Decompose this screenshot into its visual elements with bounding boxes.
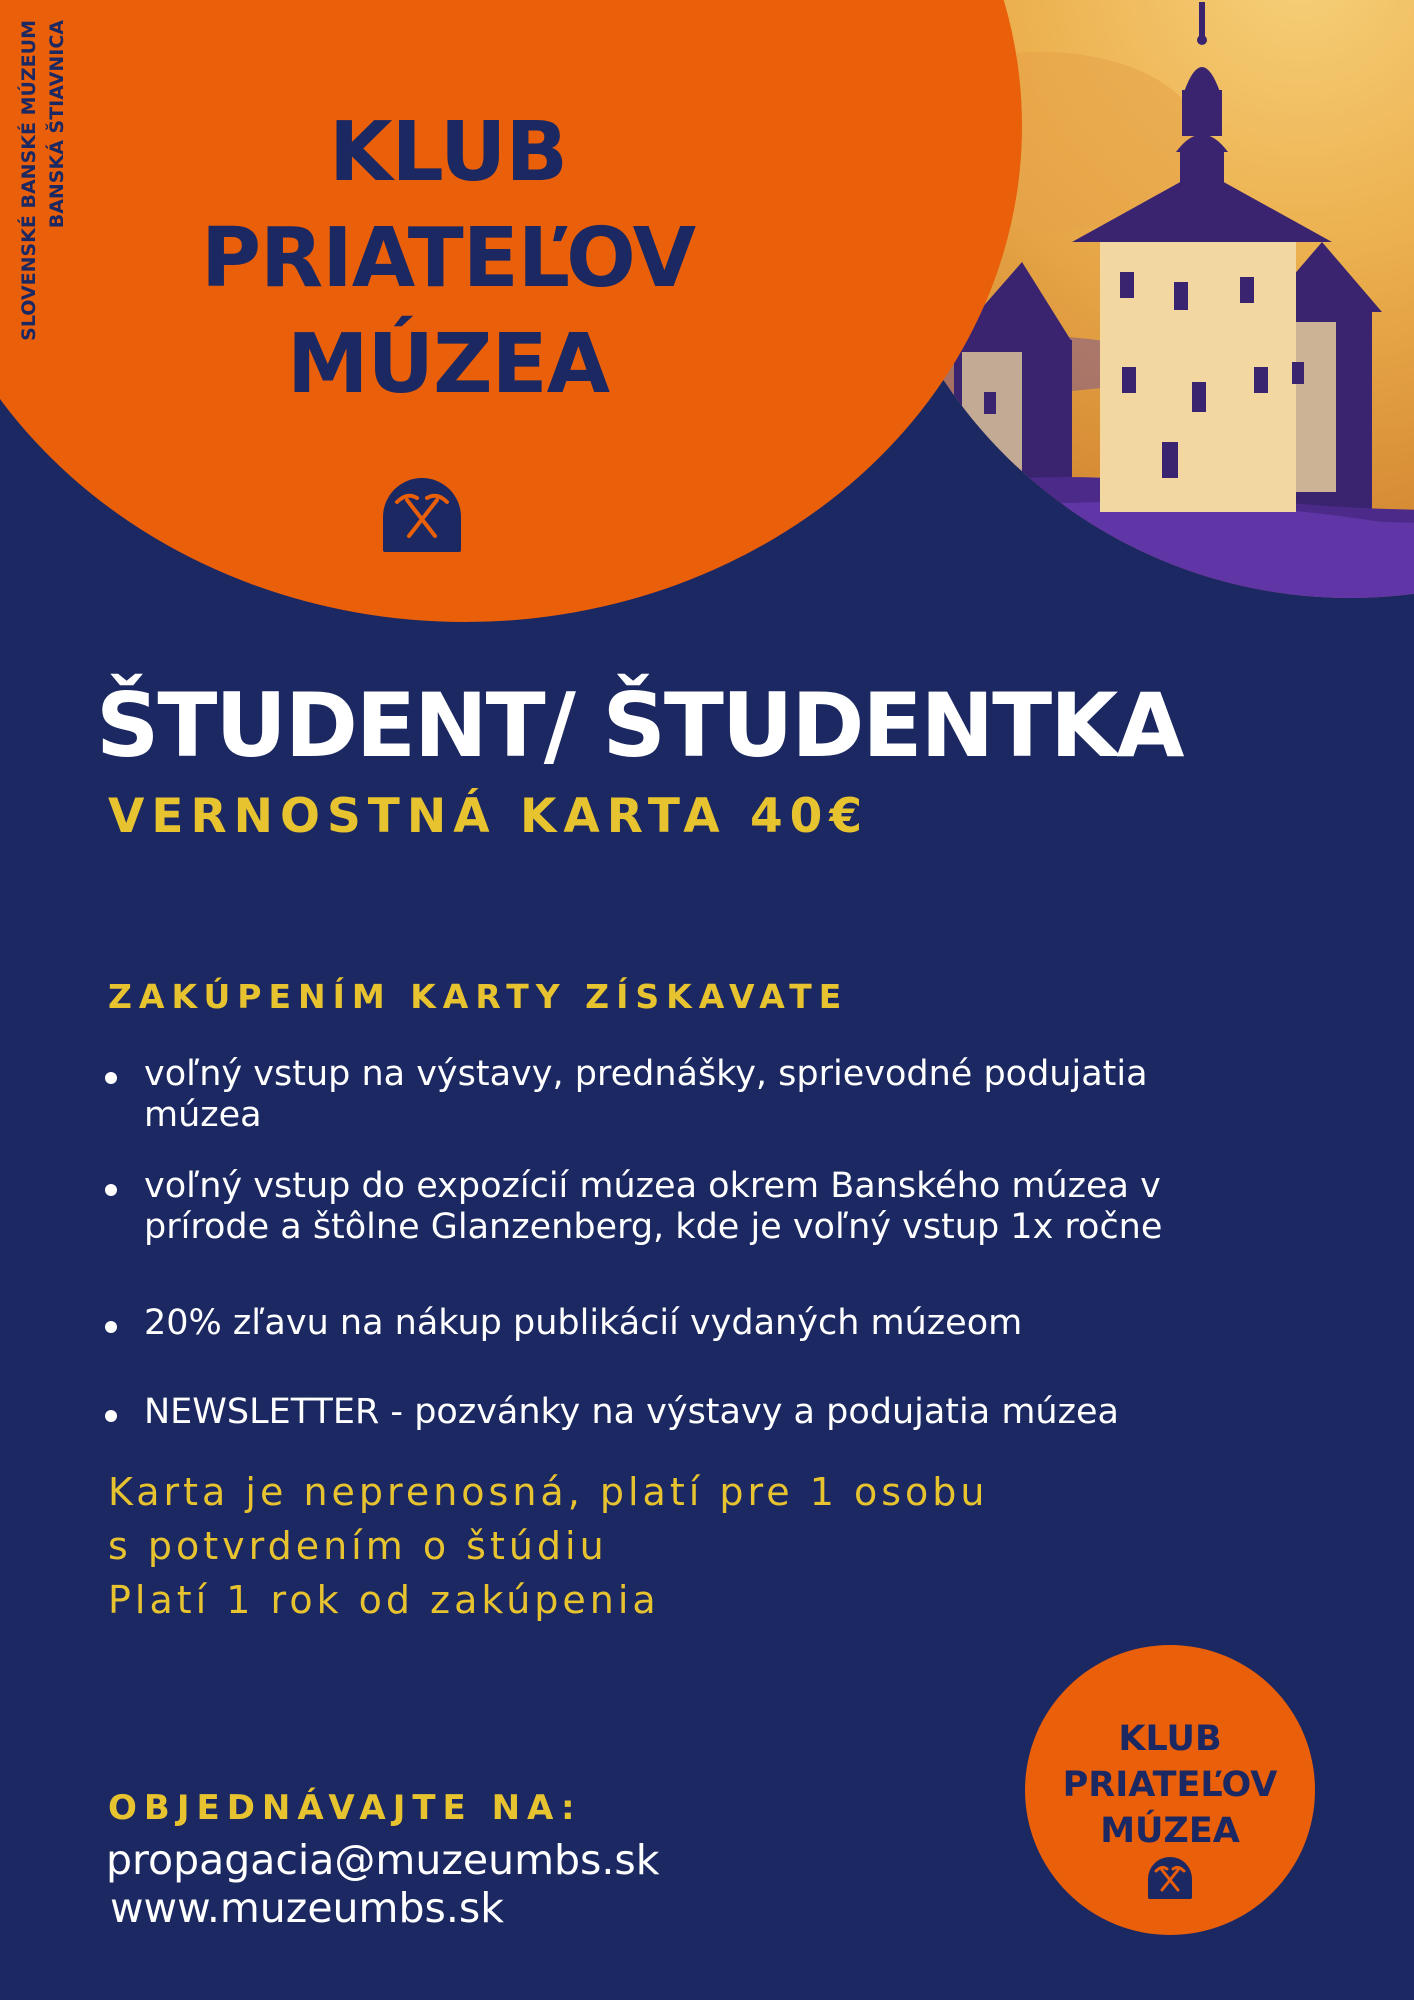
card-price: VERNOSTNÁ KARTA 40€ (108, 789, 870, 844)
crossed-hammers-icon (383, 478, 461, 552)
conditions-line3: Platí 1 rok od zakúpenia (108, 1578, 660, 1622)
conditions-line2: s potvrdením o štúdiu (108, 1524, 608, 1568)
benefit-1-line2: múzea (144, 1095, 262, 1135)
museum-name (15, 20, 71, 460)
badge-line1: KLUB (1118, 1719, 1222, 1759)
card-conditions (108, 1465, 988, 1627)
badge-line2: PRIATEĽOV (1062, 1765, 1278, 1805)
benefit-item (100, 1054, 1330, 1136)
benefit-3-line1: 20% zľavu na nákup publikácií vydaných múzeom (144, 1303, 1023, 1343)
benefit-1-line1: voľný vstup na výstavy, prednášky, sprievodné podujatia (144, 1054, 1148, 1094)
club-badge-text (1025, 1716, 1315, 1854)
badge-line3: MÚZEA (1100, 1811, 1240, 1851)
club-title-line3: MÚZEA (286, 317, 610, 412)
conditions-line1: Karta je neprenosná, platí pre 1 osobu (108, 1470, 989, 1514)
benefit-item (100, 1392, 1330, 1433)
club-title (108, 100, 788, 418)
benefits-title: ZAKÚPENÍM KARTY ZÍSKAVATE (108, 977, 849, 1016)
club-title-line2: PRIATEĽOV (200, 211, 696, 306)
benefit-item (100, 1303, 1330, 1344)
contact-email-link[interactable]: propagacia@muzeumbs.sk (106, 1836, 660, 1884)
order-title: OBJEDNÁVAJTE NA: (108, 1788, 582, 1828)
benefit-item (100, 1166, 1330, 1248)
benefit-4-line1: NEWSLETTER - pozvánky na výstavy a podujatia múzea (144, 1392, 1119, 1432)
benefit-2-line1: voľný vstup do expozícií múzea okrem Banského múzea v (144, 1166, 1161, 1206)
contact-website-link[interactable]: www.muzeumbs.sk (110, 1884, 504, 1932)
crossed-hammers-icon (1148, 1857, 1192, 1899)
card-heading: ŠTUDENT/ ŠTUDENTKA (96, 674, 1183, 777)
museum-name-line2: BANSKÁ ŠTIAVNICA (46, 20, 68, 229)
club-title-line1: KLUB (329, 105, 567, 200)
museum-name-line1: SLOVENSKÉ BANSKÉ MÚZEUM (18, 20, 40, 341)
benefit-2-line2: prírode a štôlne Glanzenberg, kde je voľný vstup 1x ročne (144, 1207, 1163, 1247)
